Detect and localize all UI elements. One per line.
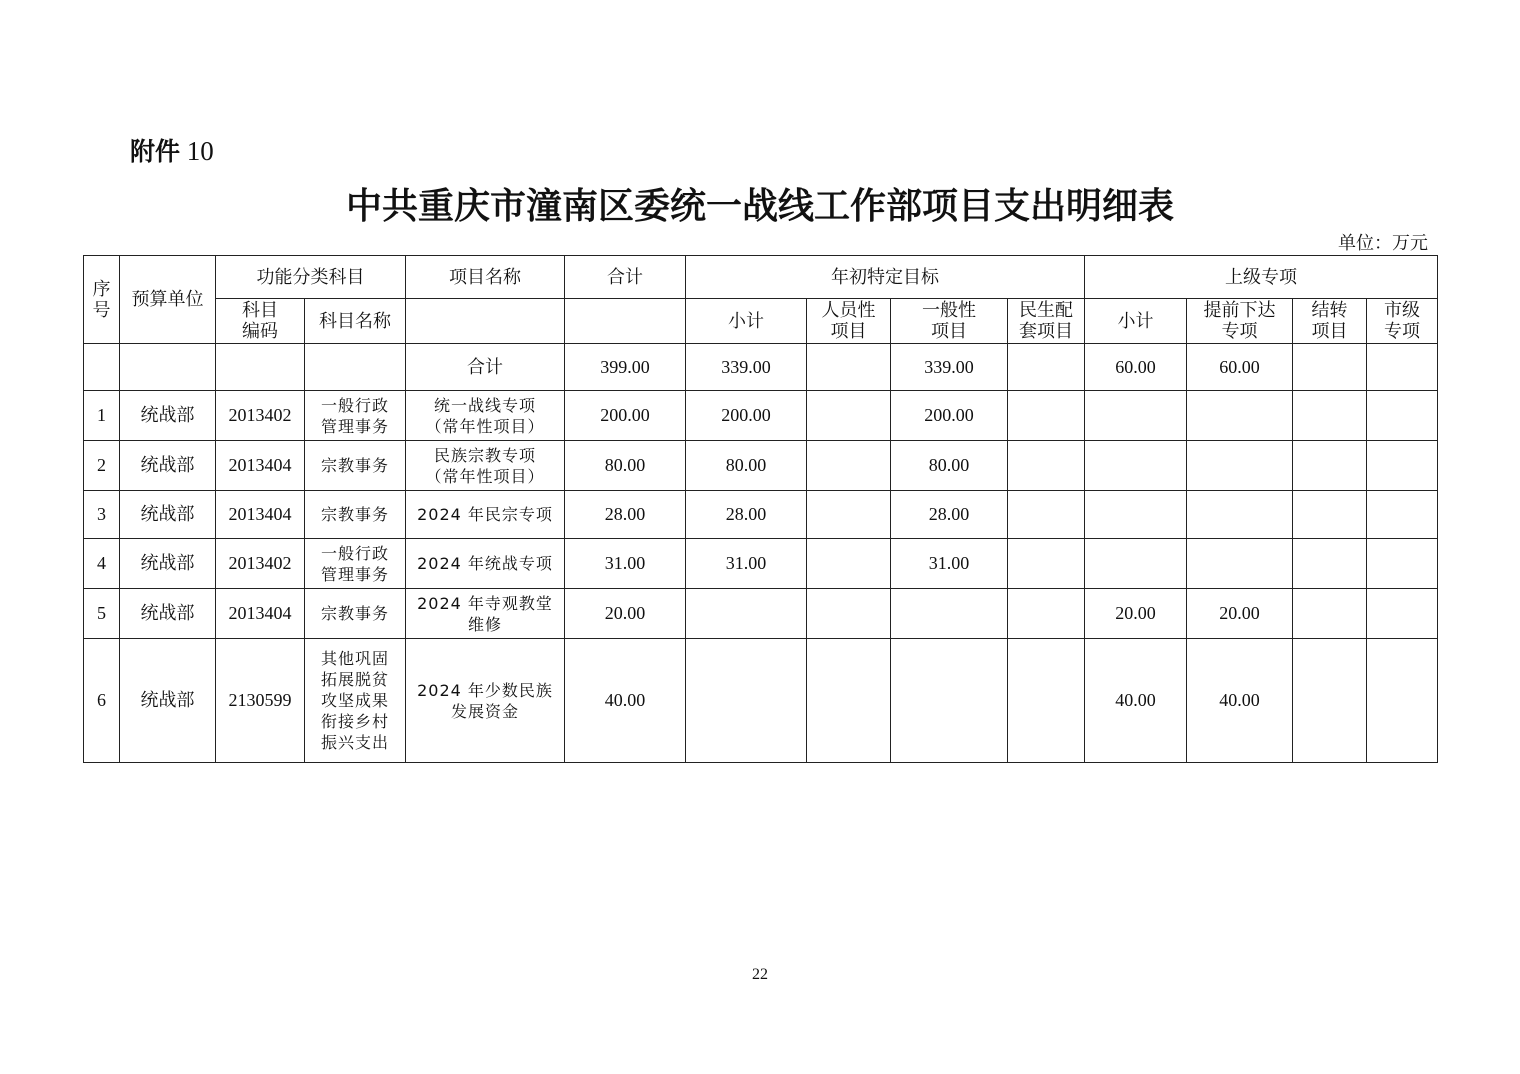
table-row — [84, 589, 1438, 639]
col-at-personnel: 人员性 项目 — [807, 299, 891, 344]
col-annual-target: 年初特定目标 — [686, 256, 1085, 299]
col-at-subtotal: 小计 — [686, 299, 807, 344]
sup-city-cell — [1367, 391, 1438, 441]
at-subtotal-cell: 80.00 — [686, 441, 807, 491]
sup-advance-cell: 20.00 — [1187, 589, 1293, 639]
at-livelihood-cell — [1008, 639, 1085, 763]
budget-unit-cell: 统战部 — [120, 441, 216, 491]
subject-code-cell: 2013404 — [216, 589, 305, 639]
at-general-cell: 31.00 — [891, 539, 1008, 589]
at-general-cell — [891, 589, 1008, 639]
table-row — [84, 391, 1438, 441]
at-personnel-cell — [807, 639, 891, 763]
total-at-general: 339.00 — [891, 344, 1008, 391]
project-name-cell: 2024 年民宗专项 — [406, 491, 565, 539]
col-at-livelihood: 民生配 套项目 — [1008, 299, 1085, 344]
page-number: 22 — [752, 966, 768, 983]
total-cell: 31.00 — [565, 539, 686, 589]
subject-name-cell: 其他巩固 拓展脱贫 攻坚成果 衔接乡村 振兴支出 — [305, 639, 406, 763]
at-general-cell: 200.00 — [891, 391, 1008, 441]
sup-subtotal-cell: 20.00 — [1085, 589, 1187, 639]
attachment-word: 附件 — [130, 137, 181, 166]
budget-unit-cell: 统战部 — [120, 639, 216, 763]
total-value: 399.00 — [565, 344, 686, 391]
at-subtotal-cell — [686, 639, 807, 763]
table-row — [84, 491, 1438, 539]
col-at-general: 一般性 项目 — [891, 299, 1008, 344]
total-cell: 20.00 — [565, 589, 686, 639]
at-livelihood-cell — [1008, 539, 1085, 589]
subject-code-cell: 2013402 — [216, 391, 305, 441]
attachment-label — [130, 132, 214, 168]
at-personnel-cell — [807, 539, 891, 589]
sup-subtotal-cell: 40.00 — [1085, 639, 1187, 763]
subject-name-cell: 一般行政 管理事务 — [305, 391, 406, 441]
at-personnel-cell — [807, 589, 891, 639]
subject-code-cell: 2013404 — [216, 491, 305, 539]
seq-cell: 1 — [84, 391, 120, 441]
col-sup-advance: 提前下达 专项 — [1187, 299, 1293, 344]
at-livelihood-cell — [1008, 391, 1085, 441]
col-project-name: 项目名称 — [406, 256, 565, 299]
budget-unit-cell: 统战部 — [120, 539, 216, 589]
col-sup-subtotal: 小计 — [1085, 299, 1187, 344]
subject-name-cell: 宗教事务 — [305, 441, 406, 491]
col-subject-name: 科目名称 — [305, 299, 406, 344]
project-name-cell: 2024 年统战专项 — [406, 539, 565, 589]
at-subtotal-cell: 31.00 — [686, 539, 807, 589]
total-row — [84, 344, 1438, 391]
col-seq: 序 号 — [84, 256, 120, 344]
sup-carryover-cell — [1293, 441, 1367, 491]
at-subtotal-cell — [686, 589, 807, 639]
sup-carryover-cell — [1293, 639, 1367, 763]
table-row — [84, 639, 1438, 763]
sup-city-cell — [1367, 639, 1438, 763]
seq-cell: 3 — [84, 491, 120, 539]
sup-city-cell — [1367, 589, 1438, 639]
col-sup-city: 市级 专项 — [1367, 299, 1438, 344]
unit-label: 单位：万元 — [1338, 233, 1428, 253]
sup-subtotal-cell — [1085, 391, 1187, 441]
total-sup-subtotal: 60.00 — [1085, 344, 1187, 391]
attachment-number: 10 — [186, 136, 214, 166]
sup-city-cell — [1367, 441, 1438, 491]
total-cell: 40.00 — [565, 639, 686, 763]
sup-advance-cell — [1187, 391, 1293, 441]
col-sup-carryover: 结转 项目 — [1293, 299, 1367, 344]
col-subject-code: 科目 编码 — [216, 299, 305, 344]
seq-cell: 4 — [84, 539, 120, 589]
total-cell: 80.00 — [565, 441, 686, 491]
at-general-cell: 28.00 — [891, 491, 1008, 539]
subject-name-cell: 宗教事务 — [305, 491, 406, 539]
subject-code-cell: 2013404 — [216, 441, 305, 491]
project-name-cell: 2024 年寺观教堂 维修 — [406, 589, 565, 639]
sup-city-cell — [1367, 539, 1438, 589]
col-budget-unit: 预算单位 — [120, 256, 216, 344]
sup-advance-cell: 40.00 — [1187, 639, 1293, 763]
seq-cell: 6 — [84, 639, 120, 763]
sup-carryover-cell — [1293, 491, 1367, 539]
at-general-cell — [891, 639, 1008, 763]
page-title: 中共重庆市潼南区委统一战线工作部项目支出明细表 — [345, 185, 1174, 227]
at-subtotal-cell: 28.00 — [686, 491, 807, 539]
budget-unit-cell: 统战部 — [120, 391, 216, 441]
subject-code-cell: 2130599 — [216, 639, 305, 763]
table-row — [84, 441, 1438, 491]
header-row-1 — [84, 256, 1438, 299]
seq-cell: 5 — [84, 589, 120, 639]
subject-code-cell: 2013402 — [216, 539, 305, 589]
total-cell: 28.00 — [565, 491, 686, 539]
header-row-2 — [84, 299, 1438, 344]
at-livelihood-cell — [1008, 441, 1085, 491]
project-name-cell: 民族宗教专项 （常年性项目） — [406, 441, 565, 491]
total-at-subtotal: 339.00 — [686, 344, 807, 391]
sup-advance-cell — [1187, 491, 1293, 539]
at-general-cell: 80.00 — [891, 441, 1008, 491]
total-label: 合计 — [406, 344, 565, 391]
total-sup-advance: 60.00 — [1187, 344, 1293, 391]
sup-carryover-cell — [1293, 589, 1367, 639]
budget-unit-cell: 统战部 — [120, 589, 216, 639]
at-livelihood-cell — [1008, 589, 1085, 639]
at-subtotal-cell: 200.00 — [686, 391, 807, 441]
col-superior: 上级专项 — [1085, 256, 1438, 299]
at-personnel-cell — [807, 441, 891, 491]
table-row — [84, 539, 1438, 589]
at-personnel-cell — [807, 491, 891, 539]
sup-carryover-cell — [1293, 391, 1367, 441]
at-livelihood-cell — [1008, 491, 1085, 539]
sup-subtotal-cell — [1085, 441, 1187, 491]
project-name-cell: 2024 年少数民族 发展资金 — [406, 639, 565, 763]
sup-advance-cell — [1187, 539, 1293, 589]
sup-advance-cell — [1187, 441, 1293, 491]
subject-name-cell: 宗教事务 — [305, 589, 406, 639]
col-total: 合计 — [565, 256, 686, 299]
project-name-cell: 统一战线专项 （常年性项目） — [406, 391, 565, 441]
seq-cell: 2 — [84, 441, 120, 491]
col-func-class: 功能分类科目 — [216, 256, 406, 299]
project-expenditure-table — [83, 255, 1438, 763]
sup-carryover-cell — [1293, 539, 1367, 589]
subject-name-cell: 一般行政 管理事务 — [305, 539, 406, 589]
col-total-blank — [565, 299, 686, 344]
col-project-name-blank — [406, 299, 565, 344]
budget-unit-cell: 统战部 — [120, 491, 216, 539]
sup-subtotal-cell — [1085, 539, 1187, 589]
at-personnel-cell — [807, 391, 891, 441]
total-cell: 200.00 — [565, 391, 686, 441]
sup-subtotal-cell — [1085, 491, 1187, 539]
sup-city-cell — [1367, 491, 1438, 539]
